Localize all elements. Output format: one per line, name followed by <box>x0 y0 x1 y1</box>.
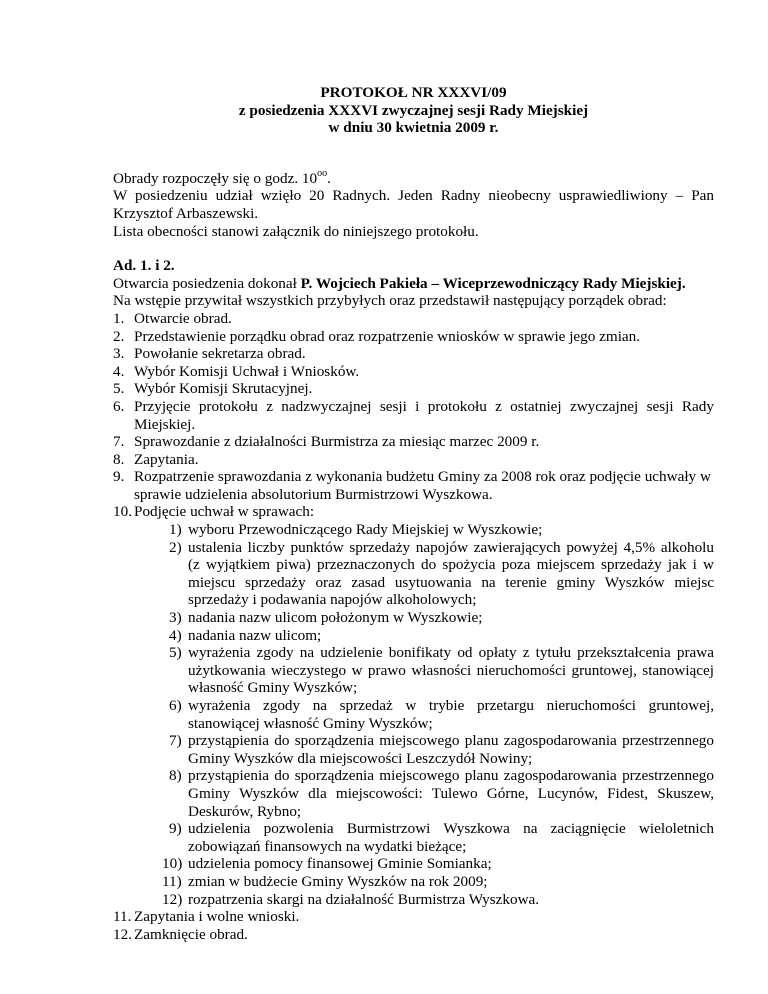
attendance-paragraph: W posiedzeniu udział wzięło 20 Radnych. Jeden Radny nieobecny usprawiedliwiony – Pan Krzysztof Arbaszewski. <box>113 187 714 222</box>
attachment-note: Lista obecności stanowi załącznik do niniejszego protokołu. <box>113 222 479 240</box>
resolution-item: 12) rozpatrzenia skargi na działalność Burmistrza Wyszkowa. <box>162 890 540 908</box>
opened-by: Otwarcia posiedzenia dokonał P. Wojciech Pakieła – Wiceprzewodniczący Rady Miejskiej. <box>113 274 686 292</box>
agenda-item: 3. Powołanie sekretarza obrad. <box>113 345 306 363</box>
agenda-item: 12. Zamknięcie obrad. <box>113 925 248 943</box>
agenda-list <box>113 310 714 943</box>
agenda-item: 8. Zapytania. <box>113 450 199 468</box>
agenda-item: 9. Rozpatrzenie sprawozdania z wykonania budżetu Gminy za 2008 rok oraz podjęcie uchwały w sprawie udzielenia absolutorium Burmistrzowi Wyszkowa. <box>113 468 711 503</box>
section-heading: Ad. 1. i 2. <box>113 257 175 275</box>
resolution-item: 6) wyrażenia zgody na sprzedaż w trybie przetargu nieruchomości gruntowej, stanowiącej własność Gminy Wyszków; <box>169 697 714 732</box>
protocol-number: PROTOKOŁ NR XXXVI/09 <box>320 84 507 101</box>
agenda-item: 1. Otwarcie obrad. <box>113 309 232 327</box>
agenda-item: 5. Wybór Komisji Skrutacyjnej. <box>113 380 313 398</box>
resolutions-list <box>134 521 714 908</box>
agenda-item: 10. Podjęcie uchwał w sprawach: 1) wyboru Przewodniczącego Rady Miejskiej w Wyszkowie; 2) ustalenia liczby punktów sprzedaży napojów zawierających powyżej 4,5% alkoholu (z wyjątkiem piwa) przeznaczonych do spożycia poza miejscem sprzedaży jak i w miejscu sprzedaży oraz zasad usytuowania na terenie gminy Wyszków miejsc sprzedaży i podawania napojów alkoholowych; 3) nadania nazw ulicom położonym w Wyszkowie; 4) nadania nazw ulicom; 5) wyrażenia zgody na udzielenie bonifikaty od opłaty z tytułu przekształcenia prawa użytkowania wieczystego w prawo własności nieruchomości gruntowej, stanowiącej własność Gminy Wyszków; 6) wyrażenia zgody na sprzedaż w trybie przetargu nieruchomości gruntowej, stanowiącej własność Gminy Wyszków; 7) przystąpienia do sporządzenia miejscowego planu zagospodarowania przestrzennego Gminy Wyszków dla miejscowości Leszczydół Nowiny; 8) przystąpienia do sporządzenia miejscowego planu zagospodarowania przestrzennego Gminy Wyszków dla miejscowości: Tulewo Górne, Lucynów, Fidest, Skuszew, Deskurów, Rybno; 9) udzielenia pozwolenia Burmistrzowi Wyszkowa na zaciągnięcie wieloletnich zobowiązań finansowych na wydatki bieżące; 10) udzielenia pomocy finansowej Gminie Somianka; 11) zmian w budżecie Gminy Wyszków na rok 2009; 12) rozpatrzenia skargi na działalność Burmistrza Wyszkowa. <box>113 503 714 908</box>
welcome-line: Na wstępie przywitał wszystkich przybyłych oraz przedstawił następujący porządek obrad: <box>113 292 667 310</box>
session-date: w dniu 30 kwietnia 2009 r. <box>328 119 499 137</box>
agenda-item: 6. Przyjęcie protokołu z nadzwyczajnej sesji i protokołu z ostatniej zwyczajnej sesji Rady Miejskiej. <box>113 397 714 433</box>
resolution-item: 2) ustalenia liczby punktów sprzedaży napojów zawierających powyżej 4,5% alkoholu (z wyjątkiem piwa) przeznaczonych do spożycia poza miejscem sprzedaży jak i w miejscu sprzedaży oraz zasad usytuowania na terenie gminy Wyszków miejsc sprzedaży i podawania napojów alkoholowych; <box>169 538 714 609</box>
chair-name: P. Wojciech Pakieła – Wiceprzewodniczący Rady Miejskiej. <box>300 274 686 292</box>
resolution-item: 11) zmian w budżecie Gminy Wyszków na rok 2009; <box>162 872 488 890</box>
resolution-item: 7) przystąpienia do sporządzenia miejscowego planu zagospodarowania przestrzennego Gminy Wyszków dla miejscowości Leszczydół Nowiny; <box>169 732 714 767</box>
protocol-header <box>113 84 714 137</box>
resolution-item: 4) nadania nazw ulicom; <box>169 626 322 644</box>
resolution-item: 1) wyboru Przewodniczącego Rady Miejskiej w Wyszkowie; <box>169 521 543 539</box>
resolution-item: 8) przystąpienia do sporządzenia miejscowego planu zagospodarowania przestrzennego Gminy Wyszków dla miejscowości: Tulewo Górne, Lucynów, Fidest, Skuszew, Deskurów, Rybno; <box>169 767 714 820</box>
agenda-item: 2. Przedstawienie porządku obrad oraz rozpatrzenie wniosków w sprawie jego zmian. <box>113 327 641 345</box>
resolution-item: 10) udzielenia pomocy finansowej Gminie Somianka; <box>162 855 492 873</box>
resolution-item: 3) nadania nazw ulicom położonym w Wyszkowie; <box>169 609 483 627</box>
agenda-item: 7. Sprawozdanie z działalności Burmistrza za miesiąc marzec 2009 r. <box>113 433 540 451</box>
agenda-item: 11. Zapytania i wolne wnioski. <box>113 908 300 926</box>
agenda-item: 4. Wybór Komisji Uchwał i Wniosków. <box>113 362 360 380</box>
resolution-item: 5) wyrażenia zgody na udzielenie bonifikaty od opłaty z tytułu przekształcenia prawa użytkowania wieczystego w prawo własności nieruchomości gruntowej, stanowiącej własność Gminy Wyszków; <box>169 644 714 697</box>
resolution-item: 9) udzielenia pozwolenia Burmistrzowi Wyszkowa na zaciągnięcie wieloletnich zobowiązań finansowych na wydatki bieżące; <box>169 820 714 855</box>
session-title: z posiedzenia XXXVI zwyczajnej sesji Rady Miejskiej <box>238 101 589 119</box>
opening-time: Obrady rozpoczęły się o godz. $10^{oo}$. <box>113 167 331 187</box>
